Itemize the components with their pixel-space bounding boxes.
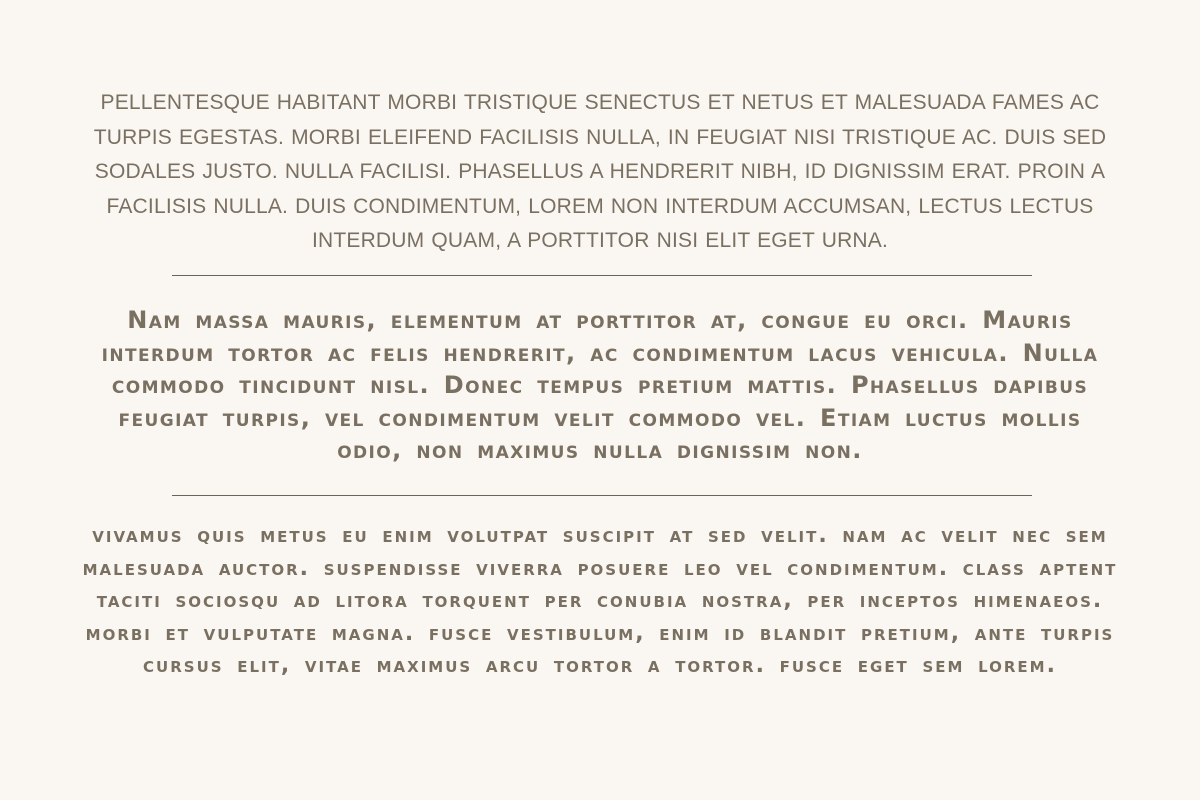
lowercase-specimen-paragraph: vivamus quis metus eu enim volutpat suscipit at sed velit. nam ac velit nec sem malesuada auctor. suspendisse viverra posuere leo vel condimentum. class aptent taciti sociosqu ad litora torquent per conubia nostra, per inceptos himenaeos. morbi et vulputate magna. fusce vestibulum, enim id blandit pretium, ante turpis cursus elit, vitae maximus arcu tortor a tortor. fusce eget sem lorem. — [82, 523, 1118, 678]
divider-line — [172, 275, 1032, 276]
uppercase-specimen-paragraph: PELLENTESQUE HABITANT MORBI TRISTIQUE SENECTUS ET NETUS ET MALESUADA FAMES AC TURPIS EGESTAS. MORBI ELEIFEND FACILISIS NULLA, IN FEUGIAT NISI TRISTIQUE AC. DUIS SED SODALES JUSTO. NULLA FACILISI. PHASELLUS A HENDRERIT NIBH, ID DIGNISSIM ERAT. PROIN A FACILISIS NULLA. DUIS CONDIMENTUM, LOREM NON INTERDUM ACCUMSAN, LECTUS LECTUS INTERDUM QUAM, A PORTTITOR NISI ELIT EGET URNA. — [93, 91, 1107, 252]
divider-line — [172, 495, 1032, 496]
small-caps-specimen-paragraph: Nam massa mauris, elementum at porttitor at, congue eu orci. Mauris interdum tortor ac felis hendrerit, ac condimentum lacus vehicula. Nulla commodo tincidunt nisl. Donec tempus pretium mattis. Phasellus dapibus feugiat turpis, vel condimentum velit commodo vel. Etiam luctus mollis odio, non maximus nulla dignissim non. — [101, 306, 1099, 464]
